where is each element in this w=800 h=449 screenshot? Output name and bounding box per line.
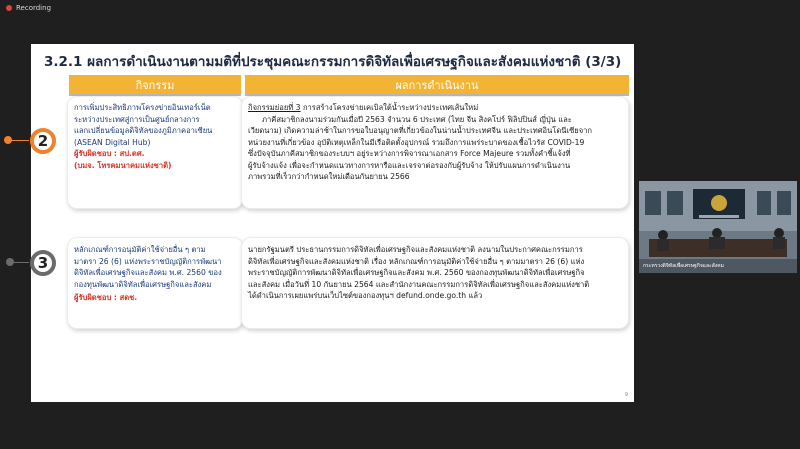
activity-line: แลกเปลี่ยนข้อมูลดิจิทัลของภูมิภาคอาเซียน bbox=[74, 126, 213, 135]
activity-line: การเพิ่มประสิทธิภาพโครงข่ายอินเทอร์เน็ต bbox=[74, 103, 211, 112]
recording-bar bbox=[0, 0, 800, 18]
page-number: 9 bbox=[624, 392, 628, 398]
result-line: พระราชบัญญัติการพัฒนาดิจิทัลเพื่อเศรษฐกิจและสังคม พ.ศ. 2560 ของกองทุนพัฒนาดิจิทัลเพื่อเศรษฐกิจ bbox=[248, 268, 585, 277]
result-line: ได้ดำเนินการเผยแพร่บนเว็บไซต์ของกองทุนฯ defund.onde.go.th แล้ว bbox=[248, 291, 483, 300]
result-line: ภาคีสมาชิกลงนามร่วมกันเมื่อปี 2563 จำนวน 6 ประเทศ (ไทย จีน สิงคโปร์ ฟิลิปปินส์ ญี่ปุ่น และ bbox=[262, 114, 572, 124]
slide-title: 3.2.1 ผลการดำเนินงานตามมติที่ประชุมคณะกรรมการดิจิทัลเพื่อเศรษฐกิจและสังคมแห่งชาติ (3/3) bbox=[44, 54, 622, 70]
recording-indicator[interactable] bbox=[6, 4, 51, 12]
recording-label: Recording bbox=[16, 4, 52, 12]
result-subactivity-title: การสร้างโครงข่ายเคเบิลใต้น้ำระหว่างประเทศเส้นใหม่ bbox=[300, 103, 479, 112]
result-subactivity-label: กิจกรรมย่อยที่ 3 bbox=[248, 103, 301, 112]
result-line: และสังคม เมื่อวันที่ 10 กันยายน 2564 และสำนักงานคณะกรรมการดิจิทัลเพื่อเศรษฐกิจและสังคมแห่งชาติ bbox=[248, 279, 590, 289]
meeting-room-image bbox=[639, 181, 797, 273]
presentation-slide bbox=[31, 44, 634, 402]
responsible-line: (บมจ. โทรคมนาคมแห่งชาติ) bbox=[74, 160, 172, 170]
participant-video-tile[interactable] bbox=[639, 181, 797, 273]
activity-box-3 bbox=[67, 237, 243, 329]
bullet-dot-3 bbox=[6, 258, 14, 266]
responsible-line: ผู้รับผิดชอบ : สดช. bbox=[74, 293, 138, 302]
item-number-badge-3: 3 bbox=[30, 250, 56, 276]
activity-line: หลักเกณฑ์การอนุมัติค่าใช้จ่ายอื่น ๆ ตาม bbox=[74, 245, 206, 254]
result-box-2 bbox=[241, 96, 629, 209]
video-caption: กระทรวงดิจิทัลเพื่อเศรษฐกิจและสังคม bbox=[643, 263, 724, 269]
bullet-dot-2 bbox=[4, 136, 12, 144]
result-line: ซึ่งปัจจุบันภาคีสมาชิกของระบบฯ อยู่ระหว่างการพิจารณาเอกสาร Force Majeure รวมทั้งคำชี้แจ้งที่ bbox=[248, 149, 571, 158]
activity-line: กองทุนพัฒนาดิจิทัลเพื่อเศรษฐกิจและสังคม bbox=[74, 279, 212, 289]
activity-line: มาตรา 26 (6) แห่งพระราชบัญญัติการพัฒนา bbox=[74, 256, 222, 266]
result-line: นายกรัฐมนตรี ประธานกรรมการดิจิทัลเพื่อเศรษฐกิจและสังคมแห่งชาติ ลงนามในประกาศคณะกรรมการ bbox=[248, 245, 583, 254]
activity-line: ระหว่างประเทศสู่การเป็นศูนย์กลางการ bbox=[74, 114, 200, 124]
result-box-3 bbox=[241, 237, 629, 329]
activity-line: (ASEAN Digital Hub) bbox=[74, 137, 151, 147]
result-line: ดิจิทัลเพื่อเศรษฐกิจและสังคมแห่งชาติ เรื่อง หลักเกณฑ์การอนุมัติค่าใช้จ่ายอื่น ๆ ตามมาตรา 26 (6) แห่ง bbox=[248, 256, 585, 266]
activity-box-2 bbox=[67, 96, 243, 209]
result-heading bbox=[248, 102, 622, 114]
record-dot-icon bbox=[6, 5, 12, 11]
result-line: เวียดนาม) เกิดความล่าช้าในการขอใบอนุญาตที่เกี่ยวข้องในน่านน้ำประเทศจีน และประเทศอินโดนีเซียจาก bbox=[248, 126, 593, 135]
item-number-badge-2: 2 bbox=[30, 128, 56, 154]
result-line: ภาพรวมที่เร็วกว่ากำหนดใหม่เดือนกันยายน 2566 bbox=[248, 172, 410, 181]
header-activity: กิจกรรม bbox=[69, 75, 241, 96]
result-line: ผู้รับจ้างแจ้ง เพื่อจะกำหนดแนวทางการหารือและเจรจาต่อรองกับผู้รับจ้าง ให้ปรับแผนการดำเนินงาน bbox=[248, 160, 571, 170]
activity-line: ดิจิทัลเพื่อเศรษฐกิจและสังคม พ.ศ. 2560 ของ bbox=[74, 268, 222, 277]
result-line: หน่วยงานที่เกี่ยวข้อง อุบัติเหตุเหล็กในมีเรือติดตั้งอุปกรณ์ รวมถึงการแพร่ระบาดของเชื้อไวรัส COVID-19 bbox=[248, 137, 585, 147]
header-result: ผลการดำเนินงาน bbox=[245, 75, 629, 96]
responsible-line: ผู้รับผิดชอบ : สป.ดศ. bbox=[74, 149, 145, 158]
